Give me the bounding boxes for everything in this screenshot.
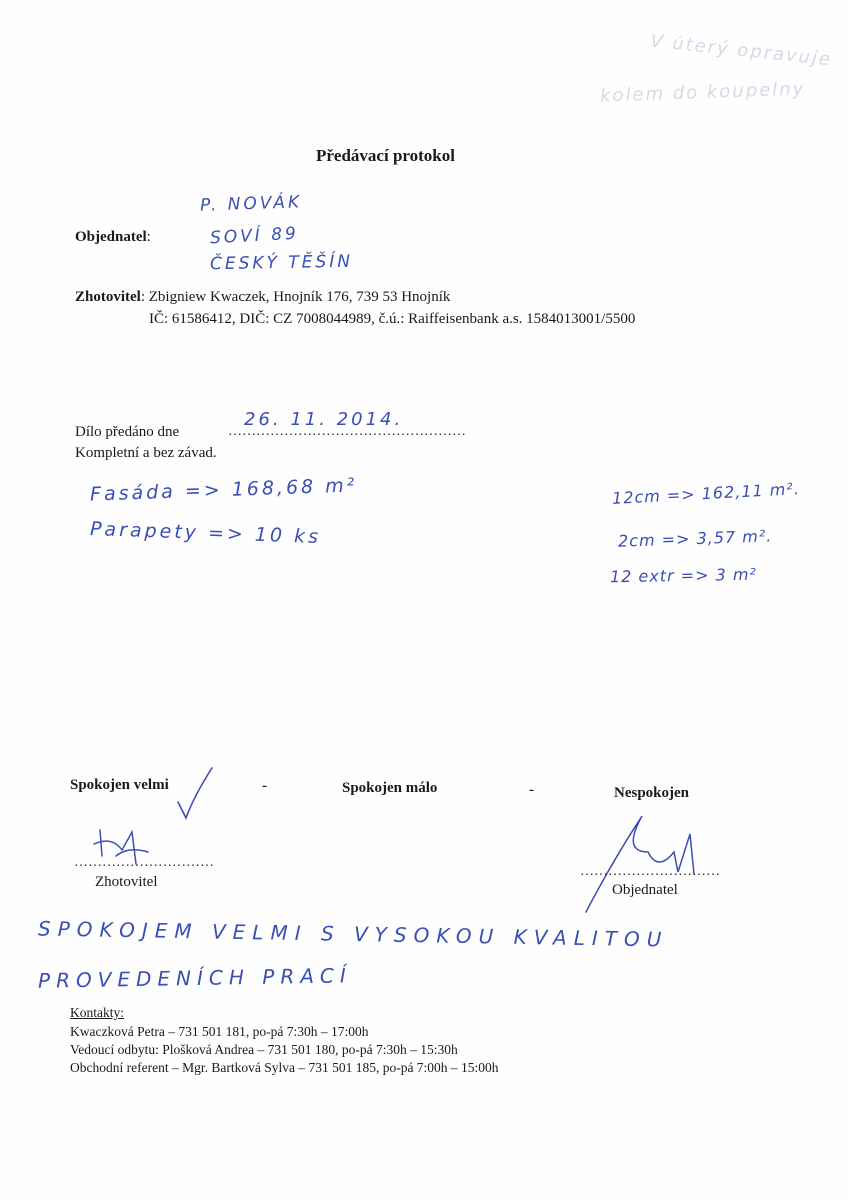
- hand-item-right-2: 2cm => 3,57 m².: [617, 526, 773, 551]
- objednatel-hand-name: P. NOVÁK: [199, 192, 303, 216]
- objednatel-hand-city: ČESKÝ TĚŠÍN: [209, 251, 354, 275]
- signature-left-dots: …………………………: [74, 855, 214, 870]
- signature-left-label: Zhotovitel: [95, 874, 158, 890]
- hand-item-right-1: 12cm => 162,11 m².: [611, 479, 801, 508]
- signature-right-dots: …………………………: [580, 864, 720, 879]
- contact-line-1: Kwaczková Petra – 731 501 181, po-pá 7:30h – 17:00h: [70, 1024, 369, 1039]
- contact-line-2: Vedoucí odbytu: Plošková Andrea – 731 501 180, po-pá 7:30h – 15:30h: [70, 1042, 458, 1057]
- rating-option-velmi: Spokojen velmi: [70, 777, 169, 793]
- contacts-heading: [70, 1005, 124, 1021]
- rating-separator-2: -: [529, 782, 534, 798]
- zhotovitel-row: [75, 289, 450, 306]
- objednatel-label: Objednatel: [75, 229, 147, 245]
- kompletni-text: Kompletní a bez závad.: [75, 445, 217, 461]
- contacts-heading-text: Kontakty:: [70, 1005, 124, 1020]
- contact-line-3: Obchodní referent – Mgr. Bartková Sylva – 731 501 185, po-pá 7:00h – 15:00h: [70, 1060, 499, 1075]
- hand-item-parapety: Parapety => 10 ks: [89, 517, 322, 549]
- objednatel-row: [75, 229, 151, 246]
- zhotovitel-label: Zhotovitel: [75, 289, 141, 305]
- hand-comment-line-1: SPOKOJEM VELMI S VYSOKOU KVALITOU: [37, 916, 669, 952]
- document-title: Předávací protokol: [316, 146, 455, 165]
- objednatel-hand-street: SOVÍ 89: [209, 223, 300, 249]
- objednatel-colon: :: [146, 229, 151, 245]
- rating-option-nespokojen: Nespokojen: [614, 785, 690, 801]
- dilo-dots: ……………………………………………: [228, 424, 466, 439]
- rating-separator-1: -: [262, 778, 267, 794]
- zhotovitel-address: : Zbigniew Kwaczek, Hnojník 176, 739 53 Hnojník: [140, 289, 451, 305]
- zhotovitel-ids: IČ: 61586412, DIČ: CZ 7008044989, č.ú.: Raiffeisenbank a.s. 1584013001/5500: [149, 311, 636, 327]
- hand-comment-line-2: PROVEDENÍCH PRACÍ: [37, 963, 352, 993]
- faint-note-line-1: V úterý opravuje: [649, 30, 833, 71]
- rating-option-malo: Spokojen málo: [342, 780, 438, 796]
- faint-note-line-2: kolem do koupelny: [599, 78, 806, 107]
- dilo-label: Dílo předáno dne: [75, 424, 180, 440]
- checkmark-icon: [176, 766, 216, 822]
- hand-item-right-3: 12 extr => 3 m²: [609, 564, 758, 587]
- dilo-date-hand: 26. 11. 2014.: [244, 409, 404, 430]
- hand-item-fasada: Fasáda => 168,68 m²: [89, 474, 358, 506]
- signature-right-label: Objednatel: [612, 882, 678, 898]
